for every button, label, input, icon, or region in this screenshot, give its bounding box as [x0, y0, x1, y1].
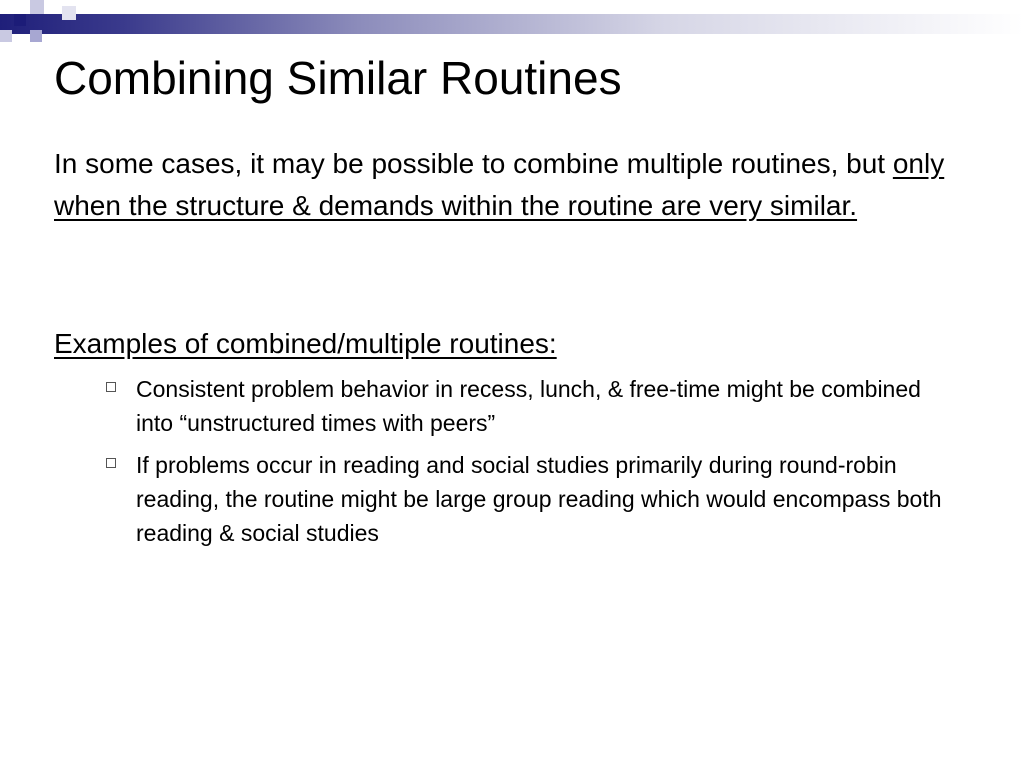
list-item — [106, 448, 946, 550]
decorative-square — [0, 30, 12, 42]
hollow-square-bullet-icon — [106, 382, 116, 392]
examples-list — [106, 372, 946, 558]
hollow-square-bullet-icon — [106, 458, 116, 468]
decorative-square — [62, 6, 76, 20]
list-item-text: Consistent problem behavior in recess, lunch, & free-time might be combined into “unstructured times with peers” — [136, 376, 921, 436]
decorative-square — [48, 0, 60, 12]
decorative-square — [30, 0, 44, 14]
decorative-square — [14, 14, 26, 26]
examples-heading: Examples of combined/multiple routines: — [54, 328, 557, 359]
header-gradient-bar — [0, 14, 1024, 34]
decorative-square — [30, 30, 42, 42]
intro-paragraph — [54, 143, 954, 227]
intro-text: In some cases, it may be possible to combine multiple routines, but — [54, 148, 893, 179]
list-item — [106, 372, 946, 440]
intro-underlined-text: only when the structure & demands within the routine are very similar. — [54, 148, 945, 221]
list-item-text: If problems occur in reading and social studies primarily during round-robin reading, the routine might be large group reading which would encompass both reading & social studies — [136, 452, 942, 546]
slide-title: Combining Similar Routines — [54, 52, 622, 104]
